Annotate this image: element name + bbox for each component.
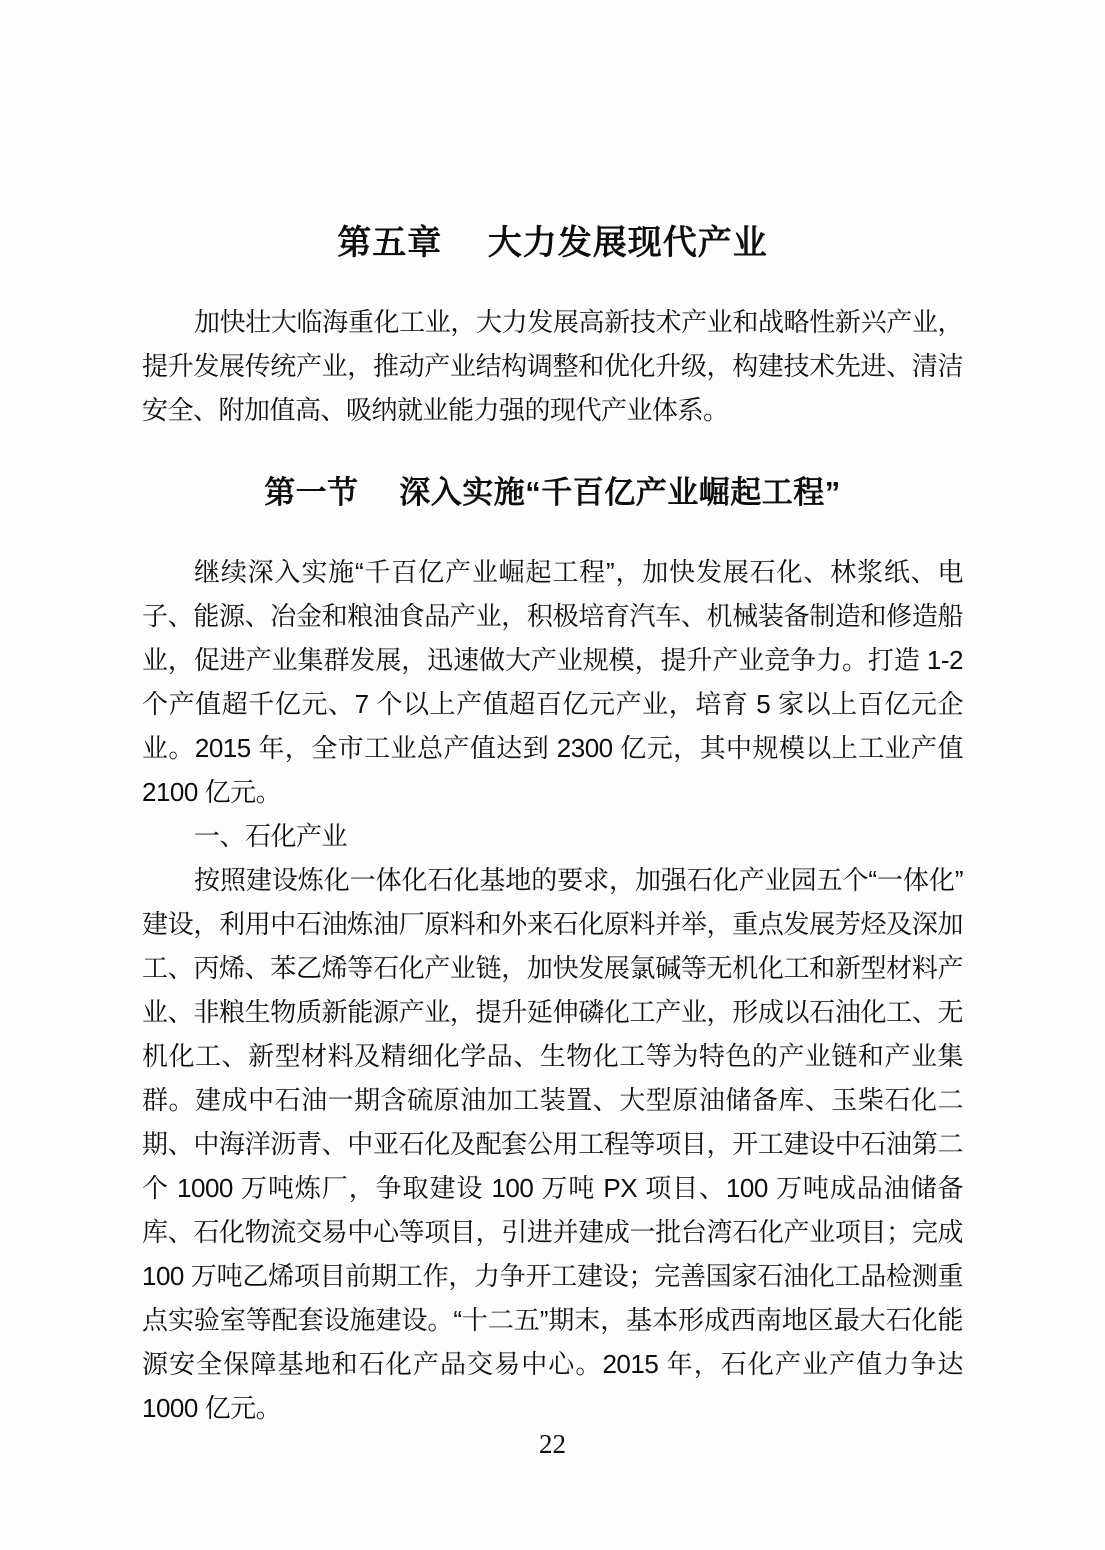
subsection-paragraph: 按照建设炼化一体化石化基地的要求，加强石化产业园五个“一体化”建设，利用中石油炼油厂原料和外来石化原料并举，重点发展芳烃及深加工、丙烯、苯乙烯等石化产业链，加快发展氯碱等无机化工和新型材料产业、非粮生物质新能源产业，提升延伸磷化工产业，形成以石油化工、无机化工、新型材料及精细化学品、生物化工等为特色的产业链和产业集群。建成中石油一期含硫原油加工装置、大型原油储备库、玉柴石化二期、中海洋沥青、中亚石化及配套公用工程等项目，开工建设中石油第二个 1000 万吨炼厂，争取建设 100 万吨 PX 项目、100 万吨成品油储备库、石化物流交易中心等项目，引进并建成一批台湾石化产业项目；完成 100 万吨乙烯项目前期工作，力争开工建设；完善国家石油化工品检测重点实验室等配套设施建设。“十二五”期末，基本形成西南地区最大石化能源安全保障基地和石化产品交易中心。2015 年，石化产业产值力争达 1000 亿元。 (142, 865, 963, 1423)
section-paragraph: 继续深入实施“千百亿产业崛起工程”，加快发展石化、林浆纸、电子、能源、冶金和粮油食品产业，积极培育汽车、机械装备制造和修造船业，促进产业集群发展，迅速做大产业规模，提升产业竞争力。打造 1-2 个产值超千亿元、7 个以上产值超百亿元产业，培育 5 家以上百亿元企业。2015 年，全市工业总产值达到 2300 亿元，其中规模以上工业产值 2100 亿元。 (142, 557, 963, 807)
section-heading: 第一节 深入实施“千百亿产业崛起工程” (264, 475, 841, 510)
page-number: 22 (539, 1429, 566, 1459)
intro-paragraph: 加快壮大临海重化工业，大力发展高新技术产业和战略性新兴产业，提升发展传统产业，推动产业结构调整和优化升级，构建技术先进、清洁安全、附加值高、吸纳就业能力强的现代产业体系。 (142, 307, 963, 425)
chapter-title: 第五章 大力发展现代产业 (337, 224, 768, 262)
subsection-heading: 一、石化产业 (194, 821, 348, 851)
